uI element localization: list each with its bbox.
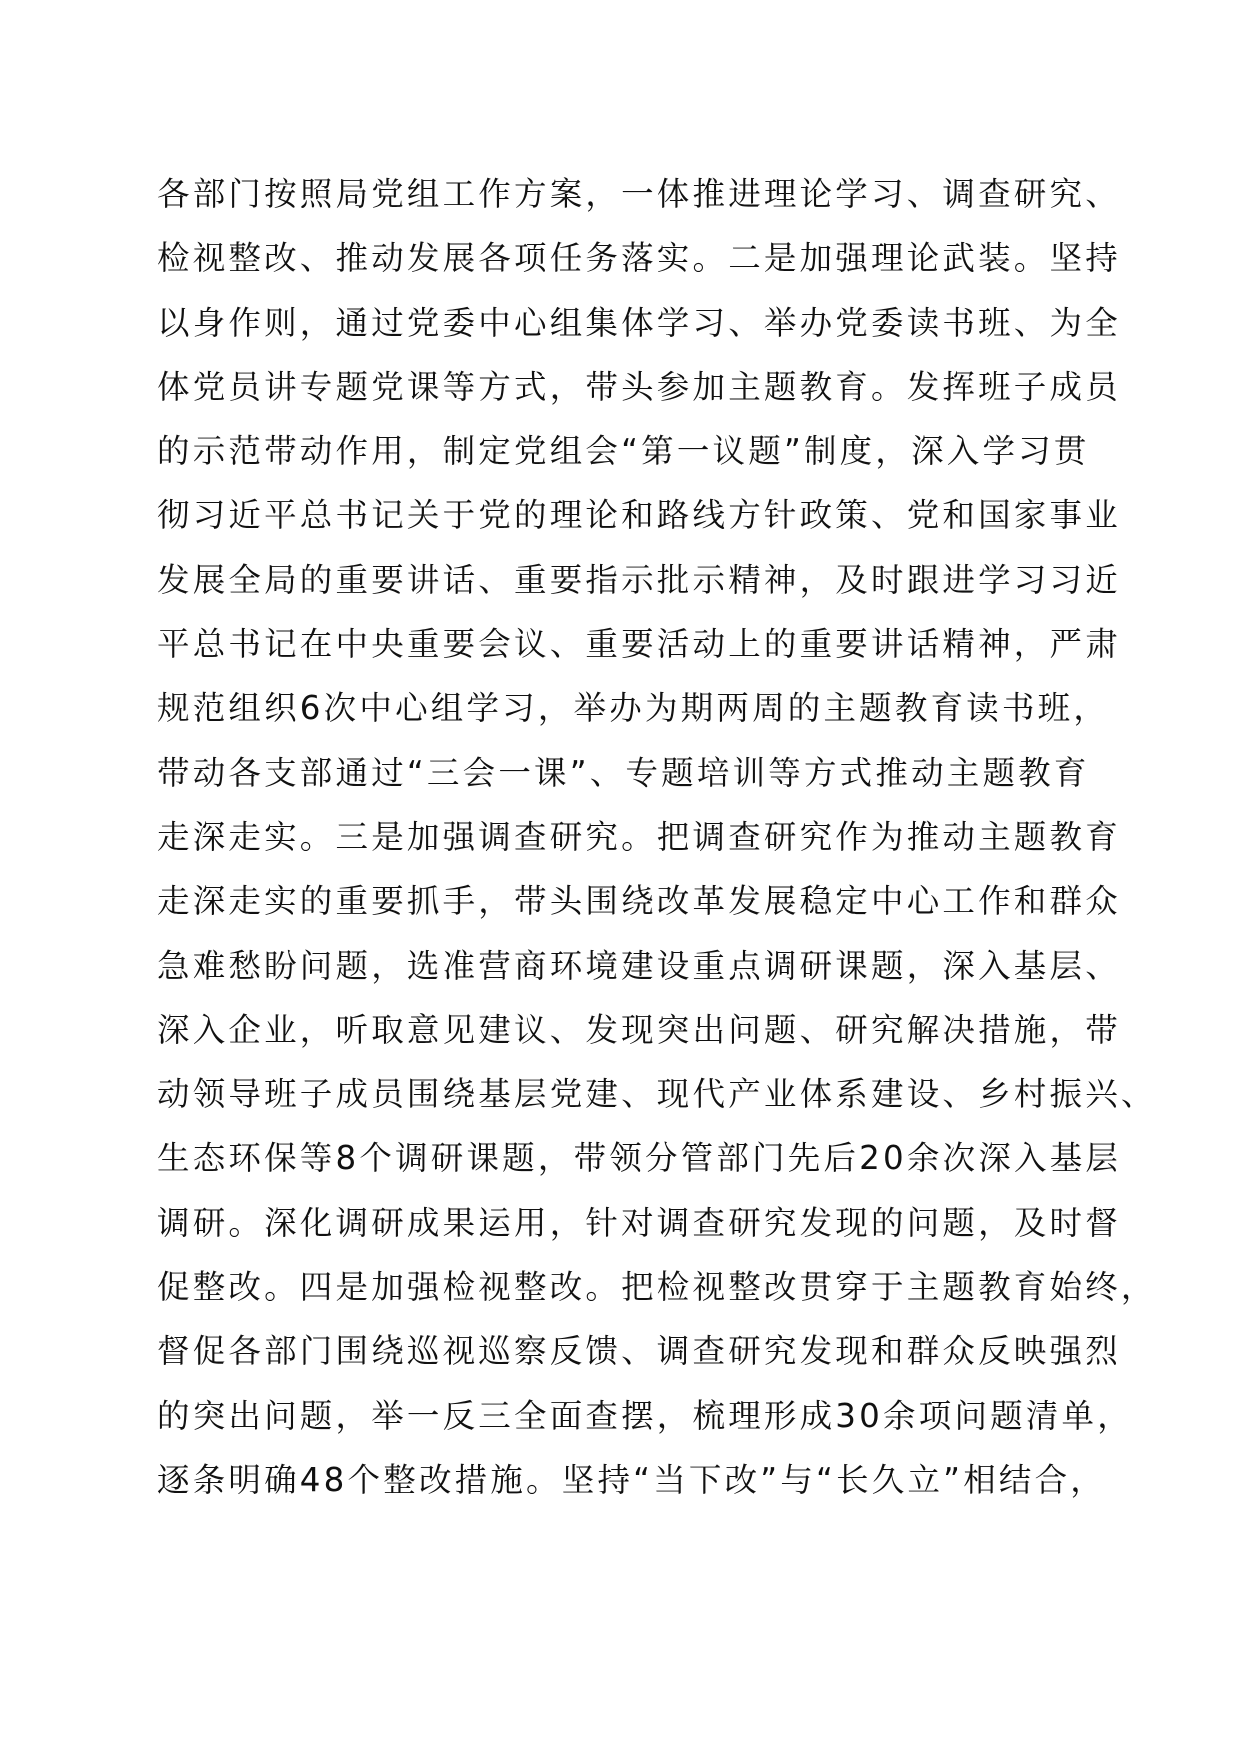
text-line: 急难愁盼问题，选准营商环境建设重点调研课题，深入基层、 xyxy=(157,946,1121,985)
text-line: 走深走实。三是加强调查研究。把调查研究作为推动主题教育 xyxy=(157,817,1121,856)
text-line: 督促各部门围绕巡视巡察反馈、调查研究发现和群众反映强烈 xyxy=(157,1332,1121,1371)
text-line: 生态环保等8个调研课题，带领分管部门先后20余次深入基层 xyxy=(157,1139,1122,1178)
text-line: 深入企业，听取意见建议、发现突出问题、研究解决措施，带 xyxy=(157,1010,1121,1049)
text-line: 的突出问题，举一反三全面查摆，梳理形成30余项问题清单， xyxy=(157,1396,1133,1435)
text-line: 促整改。四是加强检视整改。把检视整改贯穿于主题教育始终， xyxy=(157,1268,1157,1307)
text-line: 发展全局的重要讲话、重要指示批示精神，及时跟进学习习近 xyxy=(157,560,1121,599)
text-line: 以身作则，通过党委中心组集体学习、举办党委读书班、为全 xyxy=(157,303,1121,342)
text-line: 彻习近平总书记关于党的理论和路线方针政策、党和国家事业 xyxy=(157,496,1121,535)
text-line: 调研。深化调研成果运用，针对调查研究发现的问题，及时督 xyxy=(157,1203,1121,1242)
text-line: 各部门按照局党组工作方案，一体推进理论学习、调查研究、 xyxy=(157,175,1121,213)
text-line: 走深走实的重要抓手，带头围绕改革发展稳定中心工作和群众 xyxy=(157,882,1121,921)
text-line: 带动各支部通过“三会一课”、专题培训等方式推动主题教育 xyxy=(157,753,1090,792)
text-line: 的示范带动作用，制定党组会“第一议题”制度，深入学习贯 xyxy=(157,432,1090,471)
text-line: 逐条明确48个整改措施。坚持“当下改”与“长久立”相结合， xyxy=(157,1460,1107,1499)
text-line: 检视整改、推动发展各项任务落实。二是加强理论武装。坚持 xyxy=(157,239,1121,278)
text-line: 规范组织6次中心组学习，举办为期两周的主题教育读书班， xyxy=(157,689,1110,728)
body-paragraph xyxy=(157,162,1157,1512)
text-line: 动领导班子成员围绕基层党建、现代产业体系建设、乡村振兴、 xyxy=(157,1075,1157,1114)
text-line: 体党员讲专题党课等方式，带头参加主题教育。发挥班子成员 xyxy=(157,367,1121,406)
text-line: 平总书记在中央重要会议、重要活动上的重要讲话精神，严肃 xyxy=(157,625,1121,664)
